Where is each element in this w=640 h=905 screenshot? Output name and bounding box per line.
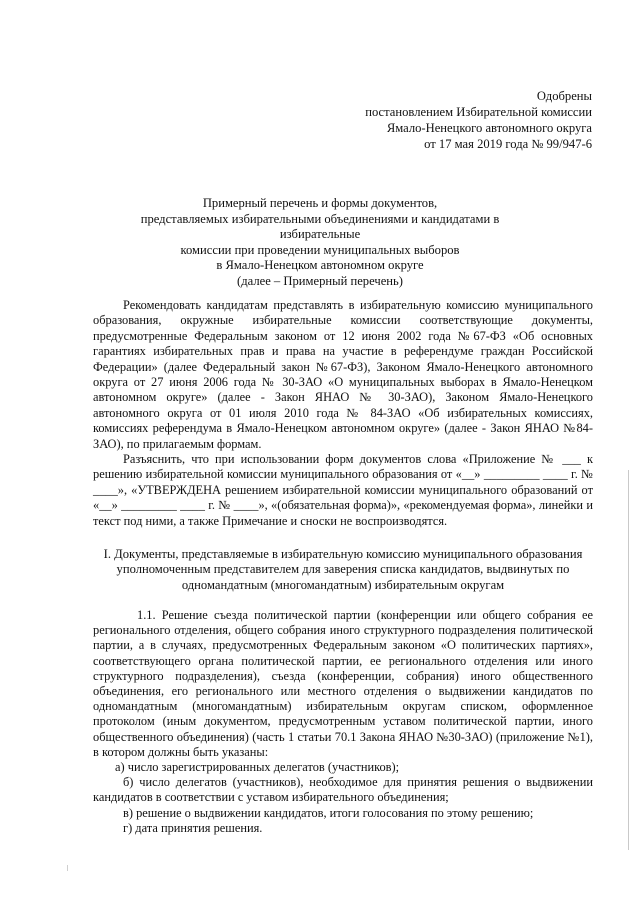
section-heading-line: I. Документы, представляемые в избирательную комиссию муниципального образования — [103, 547, 583, 561]
list-item: а) число зарегистрированных делегатов (участников); — [115, 760, 400, 775]
clause-1-1: 1.1. Решение съезда политической партии (конференции или общего собрания ее регионального отделения, общего собрания иного структурного подразделения политической партии, а в случаях, предусмотренных Федеральным законом «О политических партиях», соответствующего органа политической партии, ее регионального отделения или иного структурного подразделения), съезда (конференции, собрания) иного общественного объединения, его регионального или местного отделения о выдвижении кандидатов по одномандатным (многомандатным) избирательным округам списком, оформленное протоколом (иным документом, предусмотренным уставом политической партии, иного общественного объединения) (часть 1 статьи 70.1 Закона ЯНАО №30-ЗАО) (приложение №1), в котором должны быть указаны: — [93, 608, 593, 759]
intro-paragraph: Рекомендовать кандидатам представлять в избирательную комиссию муниципального образования, окружные избирательные комиссии соответствующие документы, предусмотренные Федеральным законом от 12 июня 2002 года №67-ФЗ «Об основных гарантиях избирательных прав и права на участие в референдуме граждан Российской Федерации» (далее Федеральный закон №67-ФЗ), Законом Ямало-Ненецкого автономного округа от 27 июня 2006 года № 30-ЗАО «О муниципальных выборах в Ямало-Ненецком автономном округе» (далее - Закон ЯНАО № 30-ЗАО), Законом Ямало-Ненецкого автономного округа от 01 июля 2010 года № 84-ЗАО «Об избирательных комиссиях, комиссиях референдума в Ямало-Ненецком автономном округе» (далее - Закон ЯНАО №84-ЗАО), по прилагаемым формам. — [93, 298, 593, 451]
scan-margin-mark — [67, 865, 68, 871]
title-line: (далее – Примерный перечень) — [237, 273, 403, 288]
approval-line: от 17 мая 2019 года № 99/947-6 — [424, 137, 592, 151]
list-item: б) число делегатов (участников), необходимое для принятия решения о выдвижении кандидатов в соответствии с уставом избирательного объединения; — [93, 775, 593, 805]
title-line: комиссии при проведении муниципальных выборов — [180, 242, 460, 257]
intro-section — [93, 298, 593, 529]
approval-line: Ямало-Ненецкого автономного округа — [386, 121, 592, 135]
approval-stamp-block — [365, 88, 592, 152]
section-body — [93, 608, 593, 836]
approval-line: Одобрены — [536, 89, 592, 103]
section-heading-line: уполномоченным представителем для заверения списка кандидатов, выдвинутых по — [116, 562, 570, 577]
title-line: в Ямало-Ненецком автономном округе — [216, 258, 424, 273]
title-line: Примерный перечень и формы документов, — [202, 196, 438, 210]
section-heading-line: одномандатным (многомандатным) избирательным округам — [181, 577, 505, 592]
section-heading — [93, 547, 593, 593]
list-item: г) дата принятия решения. — [123, 820, 263, 835]
scan-margin-line — [628, 470, 629, 850]
intro-paragraph: Разъяснить, что при использовании форм документов слова «Приложение № ___ к решению избирательной комиссии муниципального образования от «__» _________ ____ г. № ____», «УТВЕРЖДЕНА решением избирательной комиссии муниципального образований от «__» _________ ____ г. № ____», «(обязательная форма)», «рекомендуемая форма», линейки и текст под ними, а также Примечание и сноски не воспроизводятся. — [93, 452, 593, 528]
list-item: в) решение о выдвижении кандидатов, итоги голосования по этому решению; — [123, 805, 534, 820]
approval-line: постановлением Избирательной комиссии — [365, 105, 592, 119]
title-line: представляемых избирательными объединениями и кандидатами в избирательные — [140, 211, 500, 242]
document-title — [100, 196, 540, 290]
